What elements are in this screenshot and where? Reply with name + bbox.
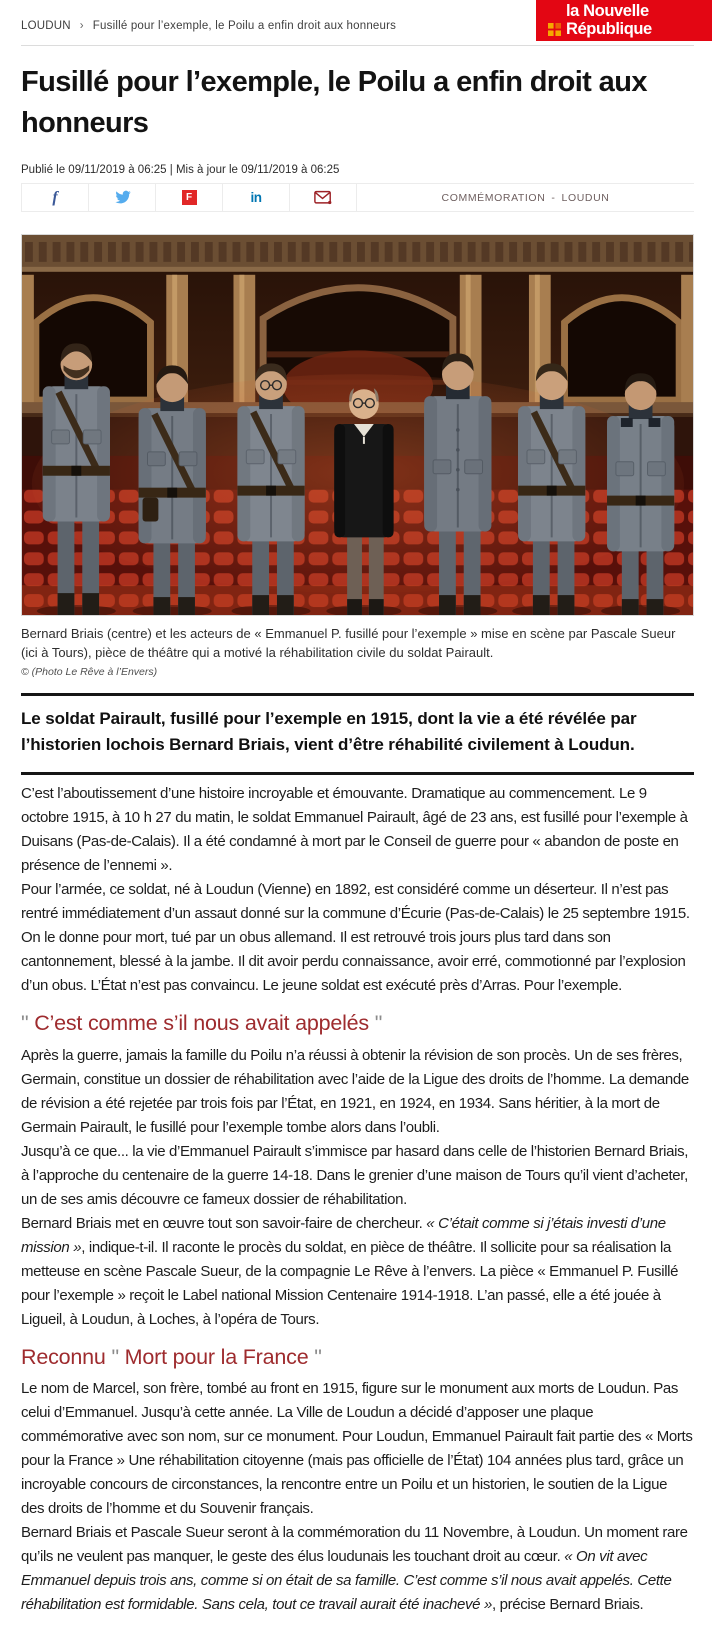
section-heading: " C’est comme s’il nous avait appelés " [21,1010,383,1035]
article-paragraph: Pour l’armée, ce soldat, né à Loudun (Vienne) en 1892, est considéré comme un déserteur. Il n’est pas rentré immédiatement d’un assaut donné sur la commune d’Écurie (Pas-de-Calais) le 25 septembre 1915. On le donne pour mort, tué par un obus allemand. Il est retrouvé trois jours plus tard dans son cantonnement, blessé à la jambe. Il dit avoir perdu connaissance, avoir erré, commotionné par l’explosion d’un obus. L’État n’est pas convaincu. Le jeune soldat est exécuté près d’Arras. Pour l’exemple. [21,880,690,994]
logo-line2: République [566,20,652,38]
article-paragraph: Après la guerre, jamais la famille du Poilu n’a réussi à obtenir la révision de son procès. Un de ses frères, Germain, constitue un dossier de réhabilitation avec l’aide de la Ligue des droits de l’homme. La demande de révision a été rejetée par trois fois par l’État, en 1921, en 1924, en 1934. Sans héritier, à la mort de Germain Pairault, le fusillé pour l’exemple tombe alors dans l’oubli. [21,1046,689,1136]
article-paragraph: Jusqu’à ce que... la vie d’Emmanuel Pairault s’immisce par hasard dans celle de l’historien Bernard Briais, à l’approche du centenaire de la guerre 14-18. Dans le grenier d’une maison de Tours qu’il vient d’acheter, un de ses amis découvre ce fameux dossier de réhabilitation. [21,1142,689,1208]
article-tags [356,184,694,211]
photo-image [22,235,693,615]
breadcrumb-separator-icon: › [79,20,84,32]
tag-commemoration-link[interactable]: COMMÉMORATION [441,191,546,204]
article-paragraph: Bernard Briais met en œuvre tout son savoir-faire de chercheur. « C’était comme si j’étais investi d’une mission », indique-t-il. Il raconte le procès du soldat, en pièce de théâtre. Il sollicite pour sa réalisation la metteuse en scène Pascale Sueur, de la compagnie Le Rêve à l’envers. La pièce « Emmanuel P. Fusillé pour l’exemple » reçoit le Label national Mission Centenaire 1914-1918. L’an passé, elle a été jouée à Ligueil, à Loudun, à Loches, à l’opéra de Tours. [21,1214,679,1328]
share-flipboard-button[interactable] [155,184,222,211]
flipboard-icon: F [182,190,197,205]
article-lead: Le soldat Pairault, fusillé pour l’exemple en 1915, dont la vie a été révélée par l’historien lochois Bernard Briais, vient d’être réhabilité civilement à Loudun. [21,693,694,775]
newspaper-logo[interactable] [536,0,712,41]
email-icon [314,190,332,205]
share-linkedin-button[interactable] [222,184,289,211]
logo-line1: la Nouvelle [566,2,649,20]
article-body [21,782,694,1618]
tag-loudun-link[interactable]: LOUDUN [561,191,610,204]
article-paragraph: C’est l’aboutissement d’une histoire incroyable et émouvante. Dramatique au commencement. Le 9 octobre 1915, à 10 h 27 du matin, le soldat Emmanuel Pairault, âgé de 23 ans, est fusillé pour l’exemple à Duisans (Pas-de-Calais). Il a été condamné à mort par le Conseil de guerre pour « abandon de poste en présence de l’ennemi ». [21,784,688,874]
tag-separator: - [551,191,556,204]
article-photo [21,234,694,616]
facebook-icon: f [52,188,58,206]
share-twitter-button[interactable] [88,184,155,211]
article-title: Fusillé pour l’exemple, le Poilu a enfin droit aux honneurs [21,66,647,140]
linkedin-icon: in [250,190,262,206]
breadcrumb-section-link[interactable]: LOUDUN [21,20,71,32]
twitter-icon [114,189,131,206]
share-bar [21,183,694,212]
photo-credit: © (Photo Le Rêve à l’Envers) [21,666,158,679]
photo-caption: Bernard Briais (centre) et les acteurs de « Emmanuel P. fusillé pour l’exemple » mise en scène par Pascale Sueur (ici à Tours), pièce de théâtre qui a motivé la réhabilitation civile du soldat Pairault. [21,626,676,661]
share-facebook-button[interactable] [21,184,88,211]
section-heading: Reconnu " Mort pour la France " [21,1344,322,1369]
share-email-button[interactable] [289,184,356,211]
publish-meta: Publié le 09/11/2019 à 06:25 | Mis à jour le 09/11/2019 à 06:25 [21,164,340,177]
article-paragraph: Bernard Briais et Pascale Sueur seront à la commémoration du 11 Novembre, à Loudun. Un moment rare qu’ils ne veulent pas manquer, le geste des élus loudunais les touchant droit au cœur. « On vit avec Emmanuel depuis trois ans, comme si on était de sa famille. C’est comme s’il nous avait appelés. Cette réhabilitation est formidable. Sans cela, tout ce travail aurait été inachevé », précise Bernard Briais. [21,1524,688,1614]
logo-mark-icon [548,23,561,36]
breadcrumb-current: Fusillé pour l’exemple, le Poilu a enfin droit aux honneurs [92,20,397,32]
article-paragraph: Le nom de Marcel, son frère, tombé au front en 1915, figure sur le monument aux morts de Loudun. Pas celui d’Emmanuel. Jusqu’à cette année. La Ville de Loudun a décidé d’apposer une plaque commémorative avec son nom, sur ce monument. Pour Loudun, Emmanuel Pairault fait partie des « Morts pour la France » Une réhabilitation citoyenne (mais pas officielle de l’État) 104 années plus tard, grâce un incroyable concours de circonstances, la rencontre entre un Poilu et un historien, le soutien de la Ligue des droits de l’homme et du Souvenir français. [21,1380,693,1518]
